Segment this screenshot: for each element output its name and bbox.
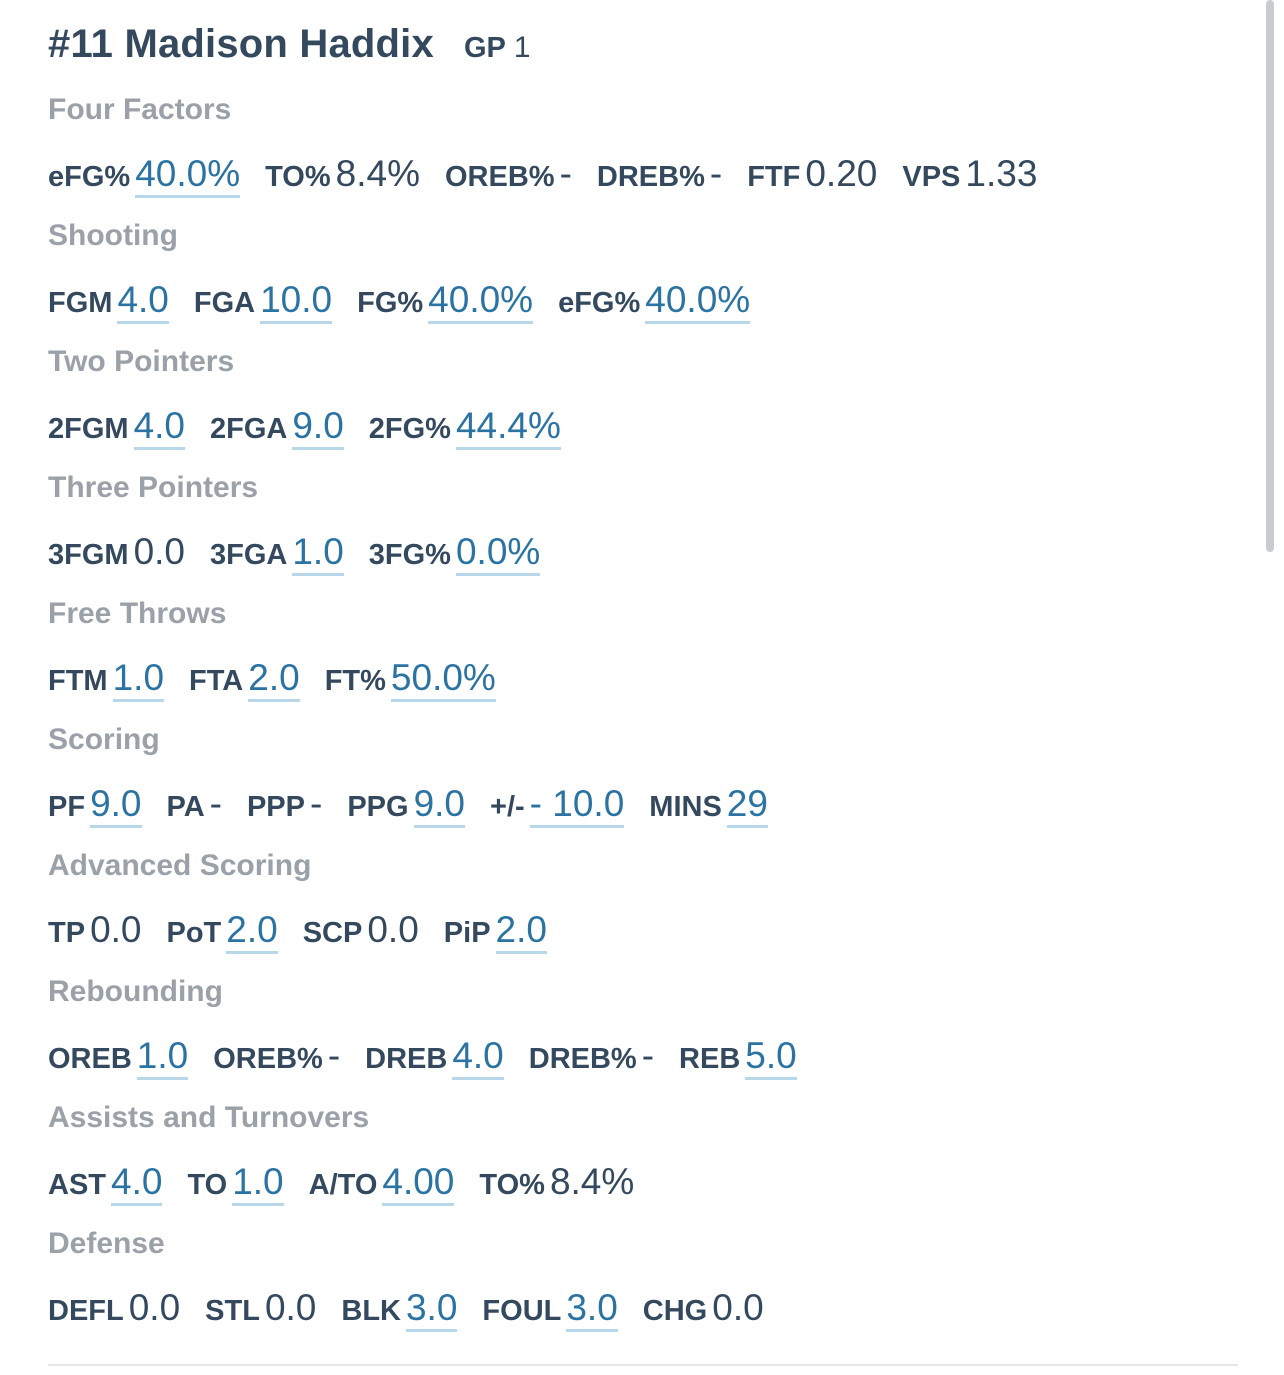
stat-3fg-pct [369,522,541,585]
stat-row-free-throws [48,648,1238,708]
stat-value: - [327,1035,341,1076]
stat-value: - [641,1035,655,1076]
stat-a-to [309,1152,455,1215]
stat-label: 2FGA [210,413,288,445]
stat-label: PiP [443,917,491,949]
stat-label: FGA [193,287,256,319]
stat-label: FGM [48,287,113,319]
stat-label: PoT [166,917,222,949]
stat-value-link[interactable]: 9.0 [292,405,343,450]
stat-value-link[interactable]: 4.0 [117,279,168,324]
section-title-two-pointers: Two Pointers [48,345,235,378]
stat-value-link[interactable]: 5.0 [745,1035,796,1080]
stat-ast [48,1152,162,1215]
stat-label: PF [48,791,86,823]
stat-efg-pct [558,270,750,333]
stat-reb [679,1026,797,1089]
stat-value-link[interactable]: 50.0% [391,657,496,702]
stat-label: FTM [48,665,108,697]
stat-ft-pct [325,648,496,711]
stat-value-link[interactable]: 10.0 [260,279,332,324]
stat-value-link[interactable]: 40.0% [135,153,240,198]
section-title-advanced-scoring: Advanced Scoring [48,849,312,882]
stat-value-link[interactable]: 29 [727,783,768,828]
stat-2fg-pct [369,396,561,459]
stat-to-pct [265,144,420,207]
stat-chg [643,1278,764,1341]
player-stats-card [48,22,1238,1338]
stat-value: 0.0 [90,909,142,950]
stat-value: 0.0 [133,531,185,572]
stat-dreb-pct [597,144,722,207]
bottom-divider [48,1364,1238,1366]
stat-label: REB [679,1043,741,1075]
stat-label: FTF [747,161,801,193]
stat-value-link[interactable]: 3.0 [406,1287,457,1332]
stat-pot [167,900,278,963]
player-name: #11 Madison Haddix [48,22,434,66]
stat-label: FT% [324,665,386,697]
stat-pa [167,774,222,837]
stat-oreb-pct [445,144,572,207]
stat-label: DEFL [48,1295,124,1327]
stat-defl [48,1278,180,1341]
stat-label: 3FGA [210,539,288,571]
stat-2fga [210,396,344,459]
stat-label: FTA [189,665,244,697]
games-played-value: 1 [513,31,531,64]
stat-value-link[interactable]: 1.0 [137,1035,188,1080]
stat-value-link[interactable]: 3.0 [566,1287,617,1332]
stat-3fgm [48,522,185,585]
stat-value-link[interactable]: 2.0 [226,909,277,954]
stat-value-link[interactable]: 1.0 [232,1161,283,1206]
section-title-defense: Defense [48,1227,165,1260]
stat-value: 0.0 [264,1287,317,1328]
stat-label: PA [166,791,205,823]
section-title-assists-and-turnovers: Assists and Turnovers [48,1101,370,1134]
stat-value-link[interactable]: - 10.0 [530,783,625,828]
stat-label: 2FGM [48,413,129,445]
stat-value-link[interactable]: 40.0% [645,279,750,324]
stat-efg-pct [48,144,240,207]
section-title-scoring: Scoring [48,723,160,756]
section-title-shooting: Shooting [48,219,178,252]
stat-ppg [347,774,465,837]
stat-ppp [247,774,322,837]
stat-row-three-pointers [48,522,1238,582]
stat-value-link[interactable]: 0.0% [456,531,540,576]
stat-label: TO% [479,1169,545,1201]
stat-value-link[interactable]: 9.0 [90,783,141,828]
stat-value: 8.4% [335,153,420,194]
stat-row-scoring [48,774,1238,834]
stat-label: 3FGM [48,539,129,571]
stat-label: +/- [490,791,525,823]
section-title-free-throws: Free Throws [48,597,227,630]
stat-fta [189,648,300,711]
stat-fga [194,270,332,333]
stat-label: OREB% [445,161,555,193]
games-played-label: GP [463,32,506,64]
stat-value: 8.4% [549,1161,635,1202]
stat-row-shooting [48,270,1238,330]
stat-label: AST [48,1169,106,1201]
stat-dreb-pct [529,1026,654,1089]
stat-value-link[interactable]: 44.4% [456,405,561,450]
stat-pf [48,774,142,837]
stat-value: 0.0 [128,1287,181,1328]
stat-label: FG% [357,287,424,319]
stat-label: CHG [642,1295,708,1327]
stat-label: DREB% [596,161,705,193]
stat-2fgm [48,396,185,459]
stat-row-defense [48,1278,1238,1338]
stat-label: TO% [265,161,331,193]
stat-to [187,1152,283,1215]
stat-plus-minus [490,774,624,837]
stat-label: VPS [902,161,961,193]
stat-label: A/TO [308,1169,378,1201]
stat-row-advanced-scoring [48,900,1238,960]
section-title-three-pointers: Three Pointers [48,471,259,504]
stat-pip [444,900,547,963]
stat-value: 1.33 [965,153,1038,194]
stat-3fga [210,522,344,585]
section-title-rebounding: Rebounding [48,975,223,1008]
stat-label: MINS [649,791,722,823]
stat-stl [205,1278,316,1341]
stat-value-link[interactable]: 1.0 [113,657,164,702]
stat-value: 0.0 [712,1287,764,1328]
stat-ftm [48,648,164,711]
stat-value-link[interactable]: 9.0 [414,783,465,828]
stat-blk [341,1278,457,1341]
stat-value: - [559,153,572,194]
scrollbar[interactable] [1266,0,1274,552]
stat-label: PPP [246,791,305,823]
stat-label: TP [48,917,86,949]
stat-ftf [747,144,877,207]
stat-fgm [48,270,169,333]
stat-label: DREB [365,1043,448,1075]
stat-value-link[interactable]: 4.0 [452,1035,503,1080]
stat-label: BLK [341,1295,401,1327]
stat-oreb [48,1026,188,1089]
stat-value-link[interactable]: 40.0% [428,279,533,324]
stat-label: DREB% [528,1043,637,1075]
stat-foul [482,1278,617,1341]
stat-scp [303,900,419,963]
stat-label: TO [187,1169,228,1201]
player-header [48,22,1238,78]
stat-value-link[interactable]: 2.0 [496,909,547,954]
games-played [464,31,531,65]
stat-dreb [365,1026,504,1089]
stat-value: - [310,783,323,824]
section-title-four-factors: Four Factors [48,93,232,126]
stat-label: eFG% [48,161,131,193]
stat-label: FOUL [482,1295,562,1327]
stat-row-two-pointers [48,396,1238,456]
stat-value-link[interactable]: 4.0 [134,405,185,450]
stat-value-link[interactable]: 4.0 [111,1161,162,1206]
stat-tp [48,900,142,963]
stat-row-four-factors [48,144,1238,204]
stat-row-rebounding [48,1026,1238,1086]
stat-label: STL [205,1295,260,1327]
stat-value: 0.20 [805,153,878,194]
stat-vps [902,144,1037,207]
stat-label: OREB% [213,1043,323,1075]
stat-mins [649,774,768,837]
stat-value-link[interactable]: 2.0 [248,657,299,702]
stat-value: - [709,153,723,194]
stat-oreb-pct [213,1026,340,1089]
stat-label: PPG [347,791,409,823]
stat-value: 0.0 [367,909,419,950]
stat-row-assists-and-turnovers [48,1152,1238,1212]
stat-label: 2FG% [368,413,451,445]
stat-sections [48,90,1238,1338]
stat-value-link[interactable]: 4.00 [382,1161,454,1206]
stat-label: 3FG% [368,539,451,571]
stat-value-link[interactable]: 1.0 [292,531,343,576]
stat-fg-pct [357,270,533,333]
stat-value: - [209,783,222,824]
stat-label: SCP [302,917,363,949]
stat-label: OREB [48,1043,132,1075]
stat-label: eFG% [558,287,641,319]
stat-to-pct [479,1152,634,1215]
